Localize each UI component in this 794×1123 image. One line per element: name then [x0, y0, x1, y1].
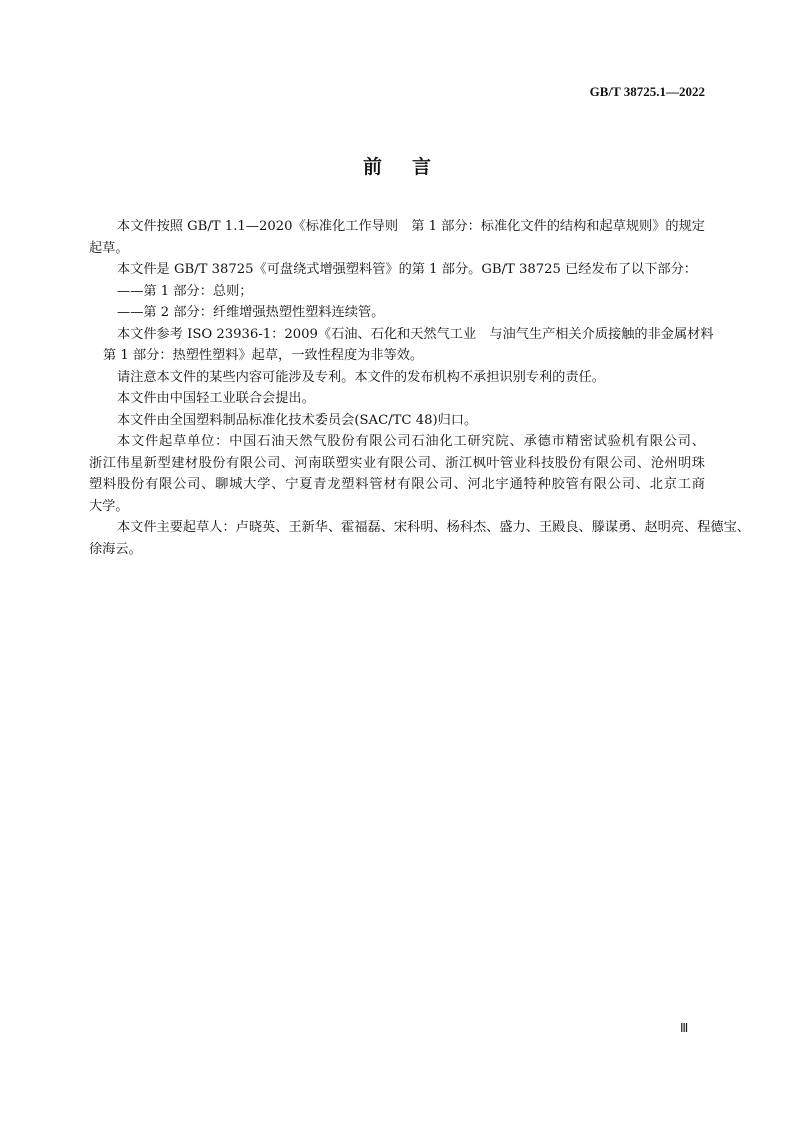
text-line: 大学。 — [89, 498, 129, 514]
text-line: 第 1 部分：热塑性塑料》起草，一致性程度为非等效。 — [103, 348, 424, 363]
paragraph — [89, 410, 705, 432]
standard-number-header: GB/T 38725.1—2022 — [589, 84, 705, 99]
text-line: 本文件按照 GB/T 1.1—2020《标准化工作导则 第 1 部分：标准化文件的结构和起草规则》的规定 — [117, 219, 705, 234]
text-line: 本文件主要起草人：卢晓英、王新华、霍福磊、宋科明、杨科杰、盛力、王殿良、滕谋勇、赵明亮、程德宝、 — [117, 520, 750, 535]
text-line: ——第 1 部分：总则； — [117, 283, 253, 299]
text-line: 塑料股份有限公司、聊城大学、宁夏青龙塑料管材有限公司、河北宇通特种胶管有限公司、北京工商 — [89, 477, 705, 492]
text-line: 浙江伟星新型建材股份有限公司、河南联塑实业有限公司、浙江枫叶管业科技股份有限公司、沧州明珠 — [89, 455, 705, 471]
paragraph — [89, 517, 750, 560]
foreword-body — [89, 216, 750, 560]
text-line: 徐海云。 — [89, 541, 142, 557]
text-line: 本文件由全国塑料制品标准化技术委员会(SAC/TC 48)归口。 — [117, 412, 478, 428]
paragraph — [89, 259, 705, 281]
page-title: 前言 — [362, 156, 461, 178]
paragraph — [89, 388, 705, 410]
text-line: 请注意本文件的某些内容可能涉及专利。本文件的发布机构不承担识别专利的责任。 — [117, 369, 605, 385]
paragraph — [89, 216, 705, 259]
text-line: ——第 2 部分：纤维增强热塑性塑料连续管。 — [117, 305, 385, 320]
text-line: 本文件参考 ISO 23936-1：2009《石油、石化和天然气工业 与油气生产相关介质接触的非金属材料 — [117, 326, 714, 342]
paragraph — [89, 431, 705, 517]
page-number: Ⅲ — [680, 1021, 689, 1035]
text-line: 本文件是 GB/T 38725《可盘绕式增强塑料管》的第 1 部分。GB/T 38725 已经发布了以下部分： — [117, 262, 697, 277]
text-line: 本文件由中国轻工业联合会提出。 — [117, 391, 315, 406]
paragraph — [89, 367, 705, 389]
paragraph — [89, 281, 705, 303]
paragraph — [89, 324, 714, 367]
text-line: 起草。 — [89, 240, 129, 256]
text-line: 本文件起草单位：中国石油天然气股份有限公司石油化工研究院、承德市精密试验机有限公司、 — [117, 434, 705, 449]
paragraph — [89, 302, 705, 324]
